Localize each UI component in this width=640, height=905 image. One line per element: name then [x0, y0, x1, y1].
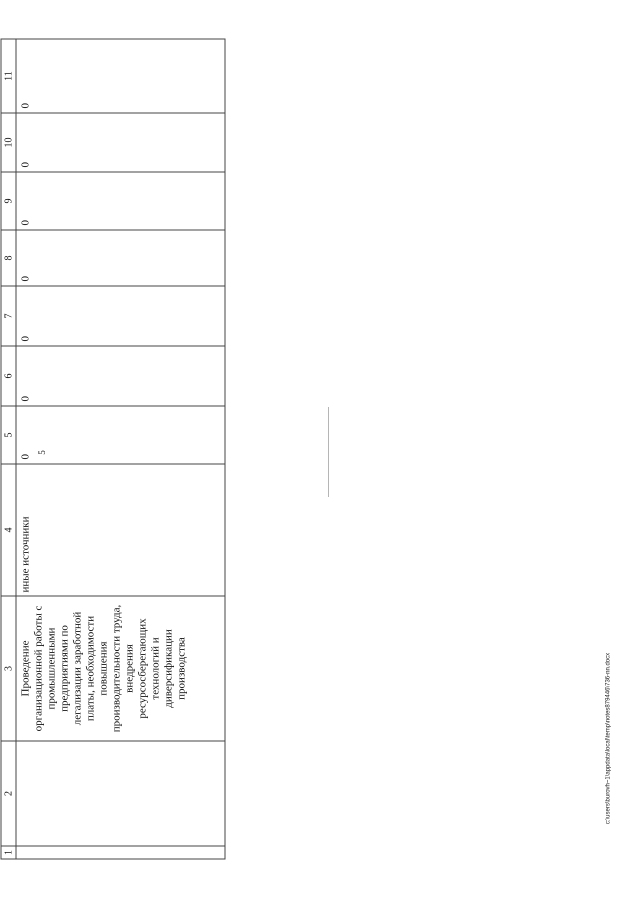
header-col-2: 2: [1, 741, 16, 846]
cell-value-5: 0: [16, 406, 225, 464]
header-col-4: 4: [1, 464, 16, 596]
cell-number: [16, 846, 225, 859]
footer-file-path: c:\users\burovh~1\appdata\local\temp\notes879446\736-nn.docx: [605, 652, 612, 825]
program-table: [1, 39, 226, 860]
header-col-8: 8: [1, 230, 16, 286]
header-col-6: 6: [1, 346, 16, 406]
cell-value-6: 0: [16, 346, 225, 406]
header-col-7: 7: [1, 286, 16, 346]
header-col-3: 3: [1, 596, 16, 741]
page-number: 5: [36, 450, 47, 455]
header-col-5: 5: [1, 406, 16, 464]
cell-col-2: [16, 741, 225, 846]
cell-value-10: 0: [16, 113, 225, 172]
header-col-9: 9: [1, 172, 16, 230]
cell-value-11: 0: [16, 39, 225, 113]
header-col-10: 10: [1, 113, 16, 172]
cell-value-8: 0: [16, 230, 225, 286]
header-col-11: 11: [1, 39, 16, 113]
cell-value-9: 0: [16, 172, 225, 230]
cell-value-7: 0: [16, 286, 225, 346]
page-divider: [328, 407, 329, 497]
header-row: [1, 39, 16, 859]
cell-measure-description: Проведение организационной работы с промышленными предприятиями по легализации заработной платы, необходимости повышения производительности труда, внедрения ресурсосберегающих технологий и диверсификации производства: [16, 596, 225, 741]
table-header: [1, 39, 16, 859]
program-table-container: [1, 40, 226, 860]
cell-funding-source: иные источники: [16, 464, 225, 596]
table-row: [16, 39, 225, 859]
header-col-1: 1: [1, 846, 16, 859]
